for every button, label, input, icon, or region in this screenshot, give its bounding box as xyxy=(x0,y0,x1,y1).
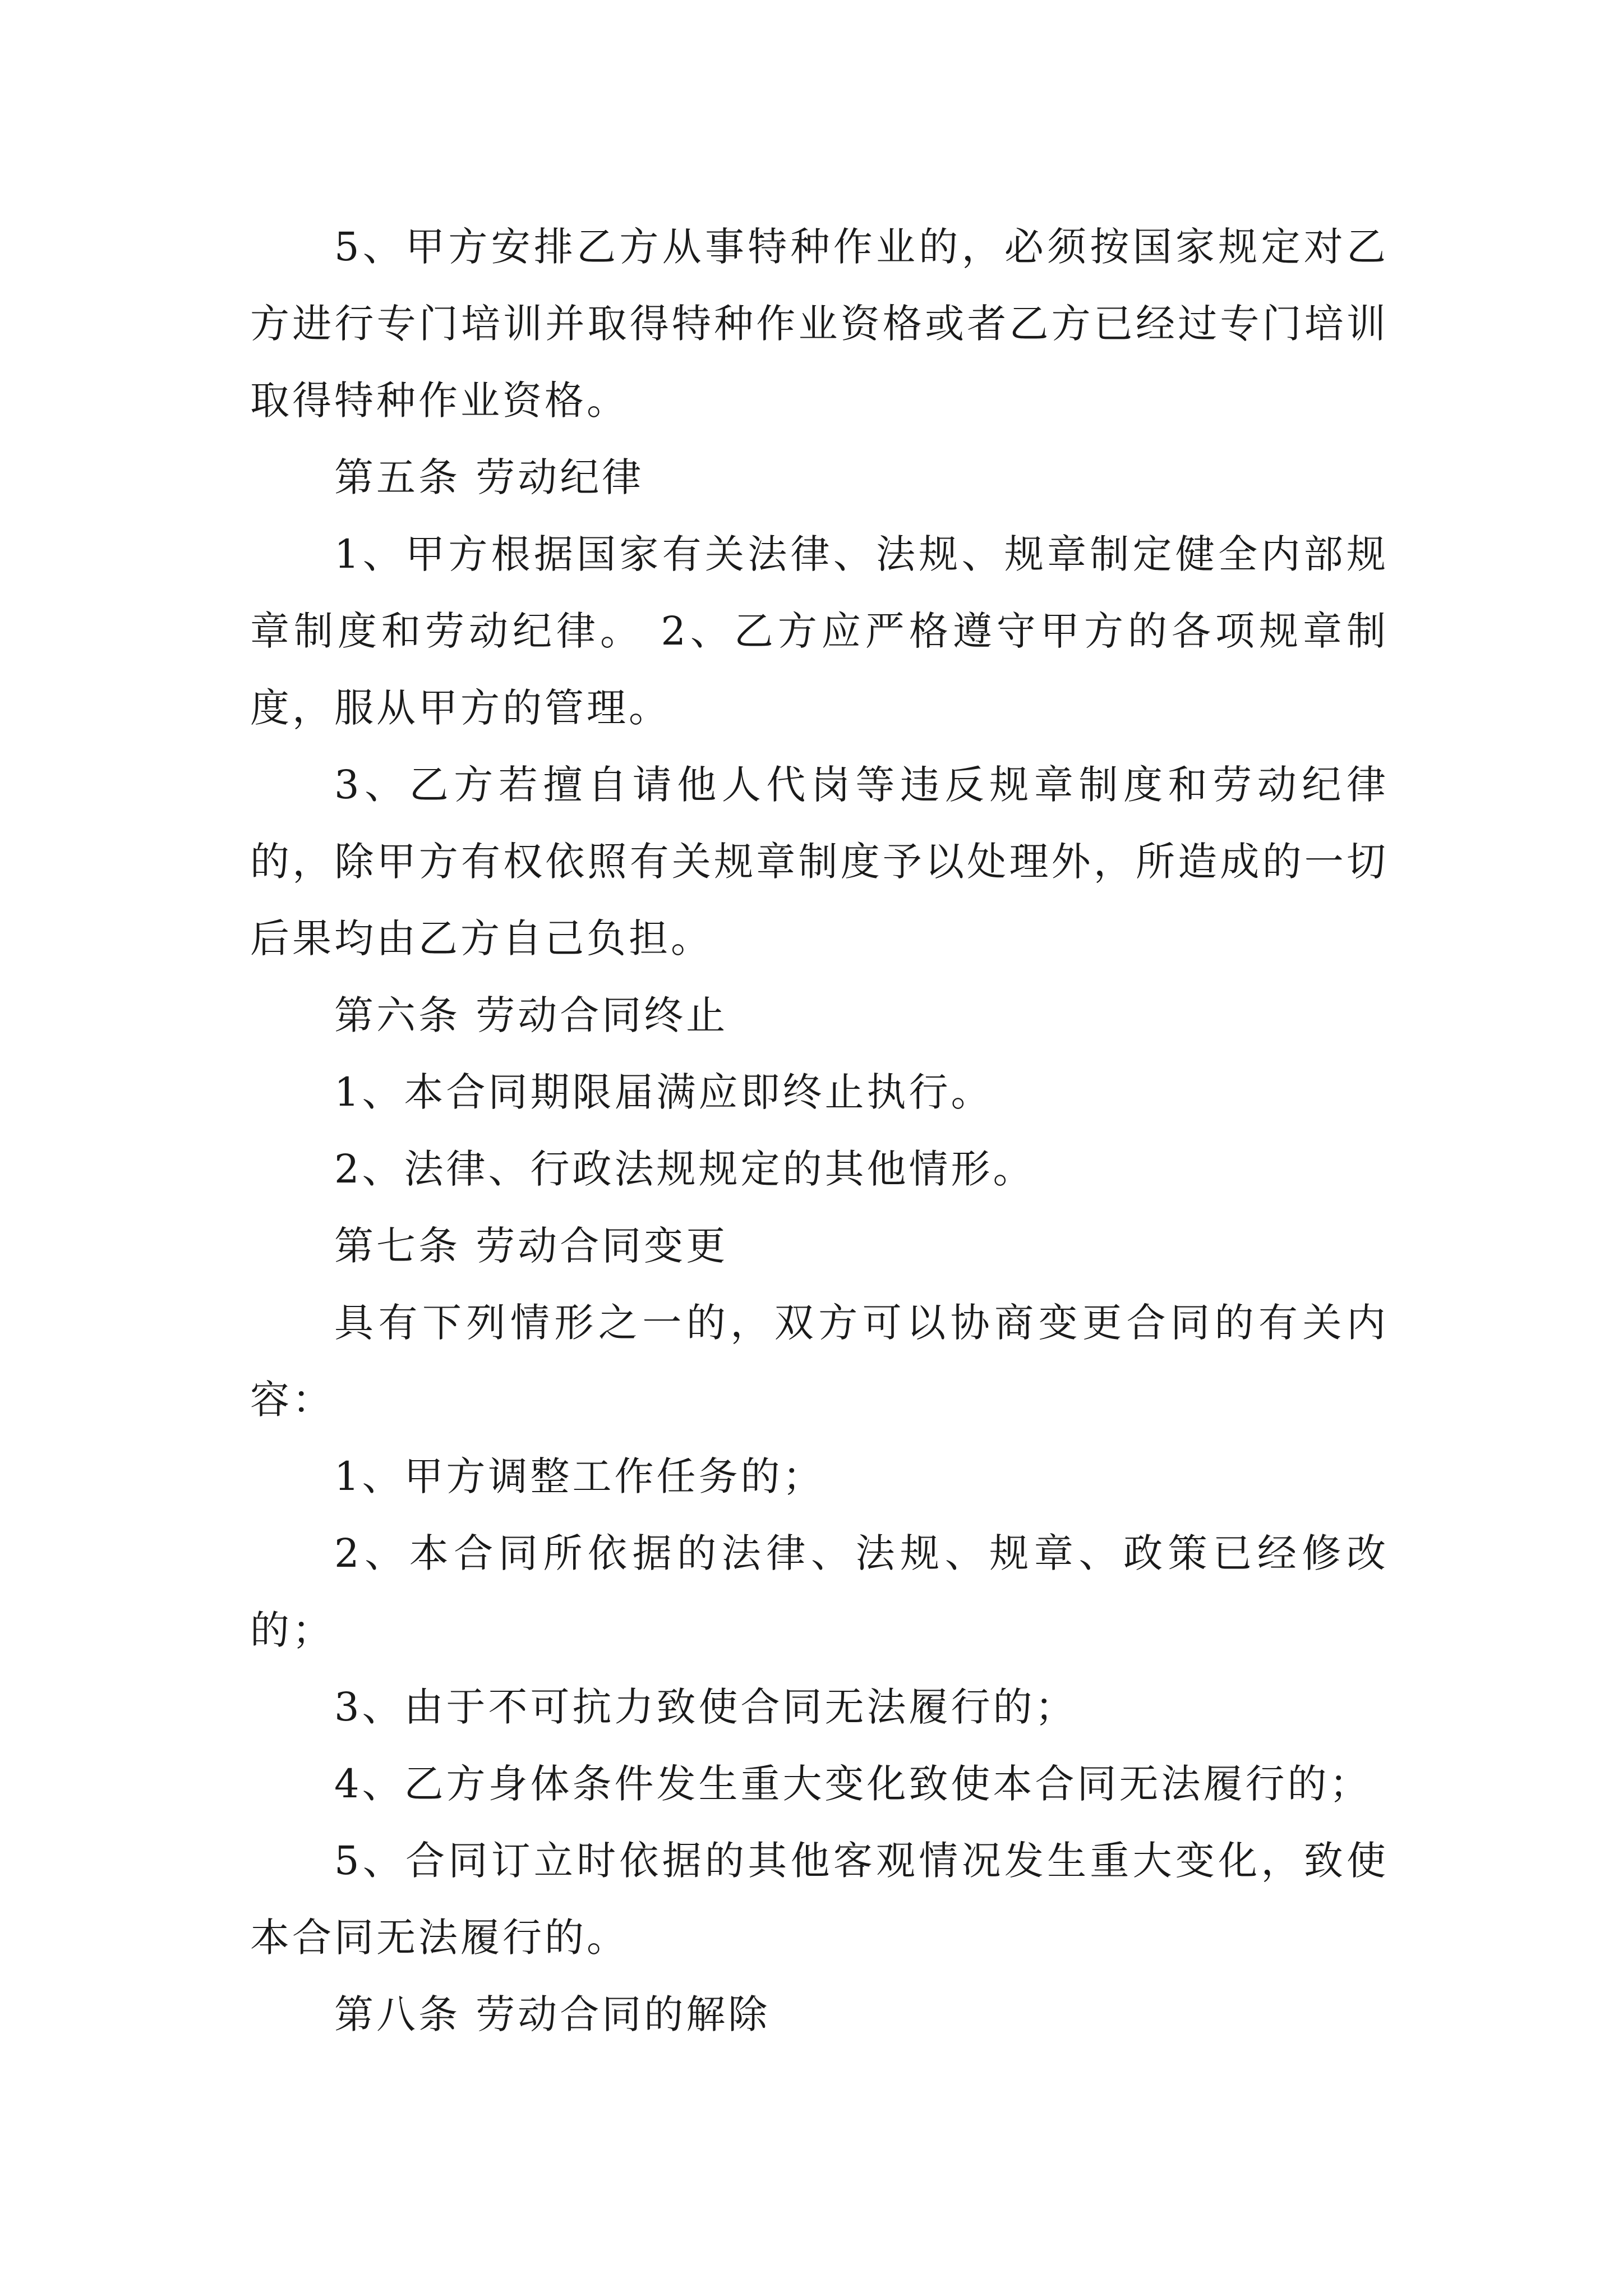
paragraph-change-intro: 具有下列情形之一的，双方可以协商变更合同的有关内容： xyxy=(250,1300,1389,1423)
article-5-heading: 第五条 劳动纪律 xyxy=(334,454,644,500)
paragraph-change-item-5: 5、合同订立时依据的其他客观情况发生重大变化，致使本合同无法履行的。 xyxy=(250,1838,1389,1961)
paragraph-termination-item-2: 2、法律、行政法规规定的其他情形。 xyxy=(334,1146,1035,1192)
article-6-heading: 第六条 劳动合同终止 xyxy=(334,992,728,1038)
paragraph-change-item-2: 2、本合同所依据的法律、法规、规章、政策已经修改的； xyxy=(250,1530,1389,1653)
document-body xyxy=(250,209,1389,2053)
paragraph-change-item-1: 1、甲方调整工作任务的； xyxy=(334,1453,825,1499)
article-7-heading: 第七条 劳动合同变更 xyxy=(334,1223,728,1269)
paragraph-item-3-violation: 3、乙方若擅自请他人代岗等违反规章制度和劳动纪律的，除甲方有权依照有关规章制度予以处理外，所造成的一切后果均由乙方自己负担。 xyxy=(250,762,1389,961)
paragraph-change-item-3: 3、由于不可抗力致使合同无法履行的； xyxy=(334,1684,1077,1730)
article-8-heading: 第八条 劳动合同的解除 xyxy=(334,1991,771,2037)
paragraph-termination-item-1: 1、本合同期限届满应即终止执行。 xyxy=(334,1069,993,1115)
paragraph-change-item-4: 4、乙方身体条件发生重大变化致使本合同无法履行的； xyxy=(334,1761,1372,1807)
paragraph-item-1-rules: 1、甲方根据国家有关法律、法规、规章制定健全内部规章制度和劳动纪律。 2、乙方应严格遵守甲方的各项规章制度，服从甲方的管理。 xyxy=(250,531,1389,731)
paragraph-item-5-special-operations: 5、甲方安排乙方从事特种作业的，必须按国家规定对乙方进行专门培训并取得特种作业资格或者乙方已经过专门培训取得特种作业资格。 xyxy=(250,224,1389,424)
